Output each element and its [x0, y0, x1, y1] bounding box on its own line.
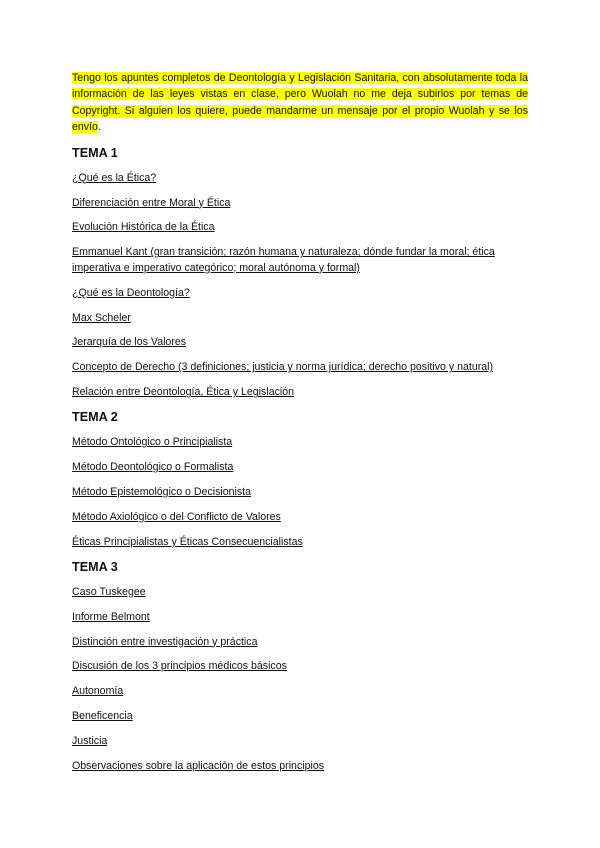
- tema3-heading: TEMA 3: [72, 559, 118, 574]
- tema1-link-etica[interactable]: ¿Qué es la Ética?: [72, 171, 157, 184]
- tema1-link-kant[interactable]: Emmanuel Kant (gran transición; razón humana y naturaleza; dónde fundar la moral; ética imperativa e imperativo categórico; moral autónoma y formal): [72, 246, 495, 274]
- tema3-link-justicia[interactable]: Justicia: [72, 735, 108, 748]
- tema2-link-deontologico[interactable]: Método Deontológico o Formalista: [72, 461, 234, 474]
- tema2-link-epistemologico[interactable]: Método Epistemológico o Decisionista: [72, 486, 252, 498]
- tema2-link-eticas[interactable]: Éticas Principialistas y Éticas Consecuencialistas: [72, 535, 303, 548]
- tema1-link-jerarquia[interactable]: Jerarquía de los Valores: [72, 336, 187, 349]
- tema1-link-deontologia[interactable]: ¿Qué es la Deontología?: [72, 286, 190, 299]
- tema3-link-beneficencia[interactable]: Beneficencia: [72, 710, 133, 723]
- tema1-link-relacion[interactable]: Relación entre Deontología, Ética y Legislación: [72, 386, 295, 399]
- tema1-link-derecho[interactable]: Concepto de Derecho (3 definiciones; justicia y norma jurídica; derecho positivo y natural): [72, 361, 494, 374]
- tema1-link-scheler[interactable]: Max Scheler: [72, 311, 131, 324]
- tema1-heading: TEMA 1: [72, 145, 118, 160]
- tema3-link-belmont[interactable]: Informe Belmont: [72, 610, 150, 623]
- tema3-link-observaciones[interactable]: Observaciones sobre la aplicación de estos principios: [72, 760, 325, 773]
- intro-paragraph: [72, 70, 528, 136]
- tema3-link-distincion[interactable]: Distinción entre investigación y práctica: [72, 635, 258, 648]
- tema2-link-axiologico[interactable]: Método Axiológico o del Conflicto de Valores: [72, 510, 281, 523]
- tema1-link-evolucion[interactable]: Evolución Histórica de la Ética: [72, 221, 215, 234]
- tema3-link-principios[interactable]: Discusión de los 3 principios médicos básicos: [72, 660, 287, 673]
- document-page: [72, 70, 528, 784]
- tema1-link-moral-etica[interactable]: Diferenciación entre Moral y Ética: [72, 196, 231, 209]
- tema2-heading: TEMA 2: [72, 410, 118, 425]
- intro-trailing-text: .: [97, 121, 101, 134]
- tema2-link-ontologico[interactable]: Método Ontológico o Principialista: [72, 436, 233, 449]
- intro-highlighted-text: Tengo los apuntes completos de Deontología y Legislación Sanitaria, con absolutamente toda la información de las leyes vistas en clase, pero Wuolah no me deja subirlos por temas de Copyright. Si alguien los quiere, puede mandarme un mensaje por el propio Wuolah y se los envío: [72, 72, 528, 134]
- tema3-link-tuskegee[interactable]: Caso Tuskegee: [72, 585, 146, 598]
- tema3-link-autonomia[interactable]: Autonomía: [72, 685, 124, 698]
